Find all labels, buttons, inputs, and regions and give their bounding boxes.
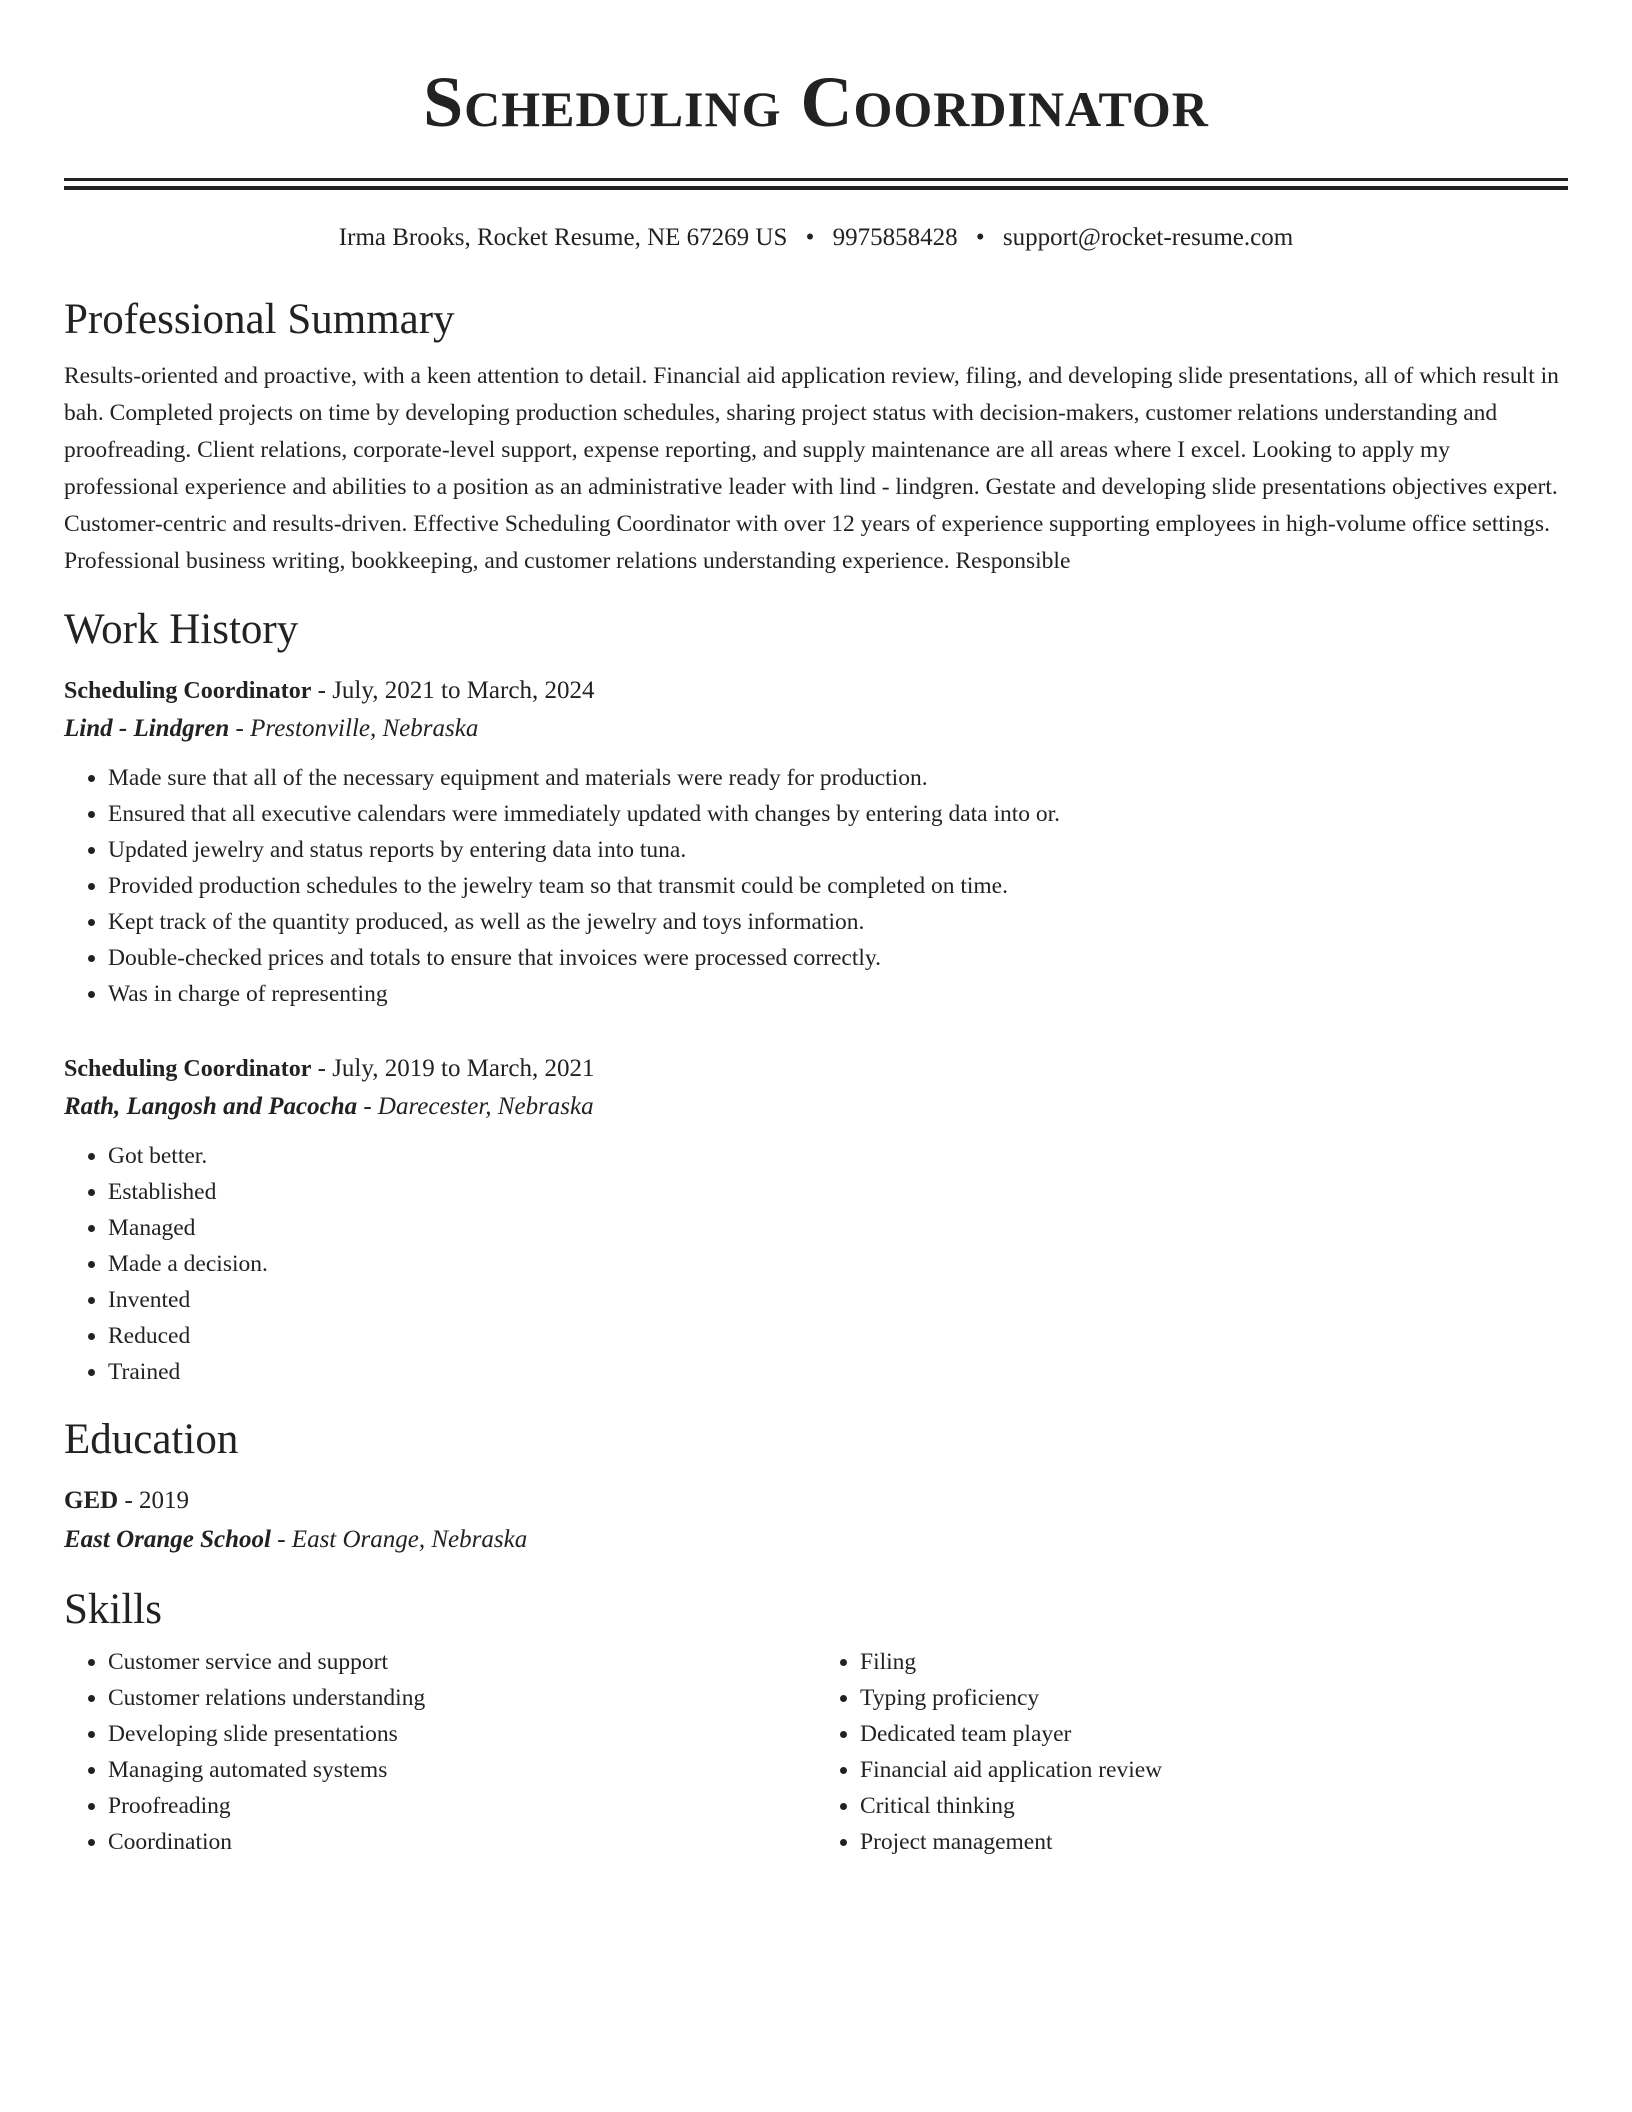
job-employer: Lind - Lindgren <box>64 715 230 742</box>
list-item: • Managing automated systems <box>108 1752 816 1788</box>
contact-email: support@rocket-resume.com <box>1002 224 1294 251</box>
job-title-line <box>64 672 1568 710</box>
education-school: East Orange School <box>64 1526 271 1553</box>
contact-line <box>64 222 1568 254</box>
education-heading: Education <box>64 1416 239 1463</box>
skills-heading: Skills <box>64 1586 162 1633</box>
job-location: - Darecester, Nebraska <box>357 1093 594 1120</box>
list-item: • Filing <box>860 1644 1568 1680</box>
list-item: • Financial aid application review <box>860 1752 1568 1788</box>
list-item: • Established <box>108 1174 1568 1210</box>
job-employer-line <box>64 710 1568 748</box>
list-item: • Typing proficiency <box>860 1680 1568 1716</box>
list-item: • Reduced <box>108 1318 1568 1354</box>
education-year: - 2019 <box>118 1487 190 1514</box>
resume-title: Scheduling Coordinator <box>423 62 1209 142</box>
job-bullets <box>64 1138 1568 1390</box>
list-item: • Double-checked prices and totals to ensure that invoices were processed correctly. <box>108 940 1568 976</box>
list-item: • Critical thinking <box>860 1788 1568 1824</box>
job-employer-line <box>64 1088 1568 1126</box>
contact-separator: • <box>805 224 815 251</box>
job-entry <box>64 672 1568 1012</box>
job-role: Scheduling Coordinator <box>64 678 312 704</box>
job-bullets <box>64 760 1568 1012</box>
skills-columns <box>64 1644 1568 1860</box>
list-item: • Managed <box>108 1210 1568 1246</box>
job-dates: - July, 2021 to March, 2024 <box>311 677 595 704</box>
list-item: • Dedicated team player <box>860 1716 1568 1752</box>
education-school-line <box>64 1520 1568 1560</box>
list-item: • Proofreading <box>108 1788 816 1824</box>
skills-list-left <box>64 1644 816 1860</box>
education-degree-line <box>64 1482 1568 1520</box>
list-item: • Updated jewelry and status reports by entering data into tuna. <box>108 832 1568 868</box>
job-location: - Prestonville, Nebraska <box>229 715 479 742</box>
contact-phone: 9975858428 <box>832 224 958 251</box>
list-item: • Invented <box>108 1282 1568 1318</box>
job-employer: Rath, Langosh and Pacocha <box>64 1093 358 1120</box>
job-dates: - July, 2019 to March, 2021 <box>311 1055 595 1082</box>
list-item: • Provided production schedules to the jewelry team so that transmit could be completed on time. <box>108 868 1568 904</box>
list-item: • Made a decision. <box>108 1246 1568 1282</box>
list-item: • Customer service and support <box>108 1644 816 1680</box>
list-item: • Customer relations understanding <box>108 1680 816 1716</box>
education-location: - East Orange, Nebraska <box>270 1526 528 1553</box>
list-item: • Coordination <box>108 1824 816 1860</box>
list-item: • Trained <box>108 1354 1568 1390</box>
work-history-heading: Work History <box>64 606 299 653</box>
summary-text: Results-oriented and proactive, with a keen attention to detail. Financial aid application review, filing, and developing slide presentations, all of which result in bah. Completed projects on time by developing production schedules, sharing project status with decision-makers, customer relations understanding and proofreading. Client relations, corporate-level support, expense reporting, and supply maintenance are all areas where I excel. Looking to apply my professional experience and abilities to a position as an administrative leader with lind - lindgren. Gestate and developing slide presentations objectives expert. Customer-centric and results-driven. Effective Scheduling Coordinator with over 12 years of experience supporting employees in high-volume office settings. Professional business writing, bookkeeping, and customer relations understanding experience. Responsible <box>64 363 1559 574</box>
list-item: • Project management <box>860 1824 1568 1860</box>
education-entry <box>64 1482 1568 1560</box>
job-title-line <box>64 1050 1568 1088</box>
skills-list-right <box>816 1644 1568 1860</box>
education-degree: GED <box>64 1487 119 1514</box>
summary-heading: Professional Summary <box>64 296 455 343</box>
job-role: Scheduling Coordinator <box>64 1056 312 1082</box>
list-item: • Kept track of the quantity produced, as well as the jewelry and toys information. <box>108 904 1568 940</box>
list-item: • Developing slide presentations <box>108 1716 816 1752</box>
list-item: • Got better. <box>108 1138 1568 1174</box>
contact-address: Irma Brooks, Rocket Resume, NE 67269 US <box>338 224 788 251</box>
list-item: • Made sure that all of the necessary equipment and materials were ready for production. <box>108 760 1568 796</box>
list-item: • Was in charge of representing <box>108 976 1568 1012</box>
contact-separator: • <box>975 224 985 251</box>
title-divider <box>64 178 1568 190</box>
job-entry <box>64 1050 1568 1390</box>
list-item: • Ensured that all executive calendars were immediately updated with changes by entering data into or. <box>108 796 1568 832</box>
